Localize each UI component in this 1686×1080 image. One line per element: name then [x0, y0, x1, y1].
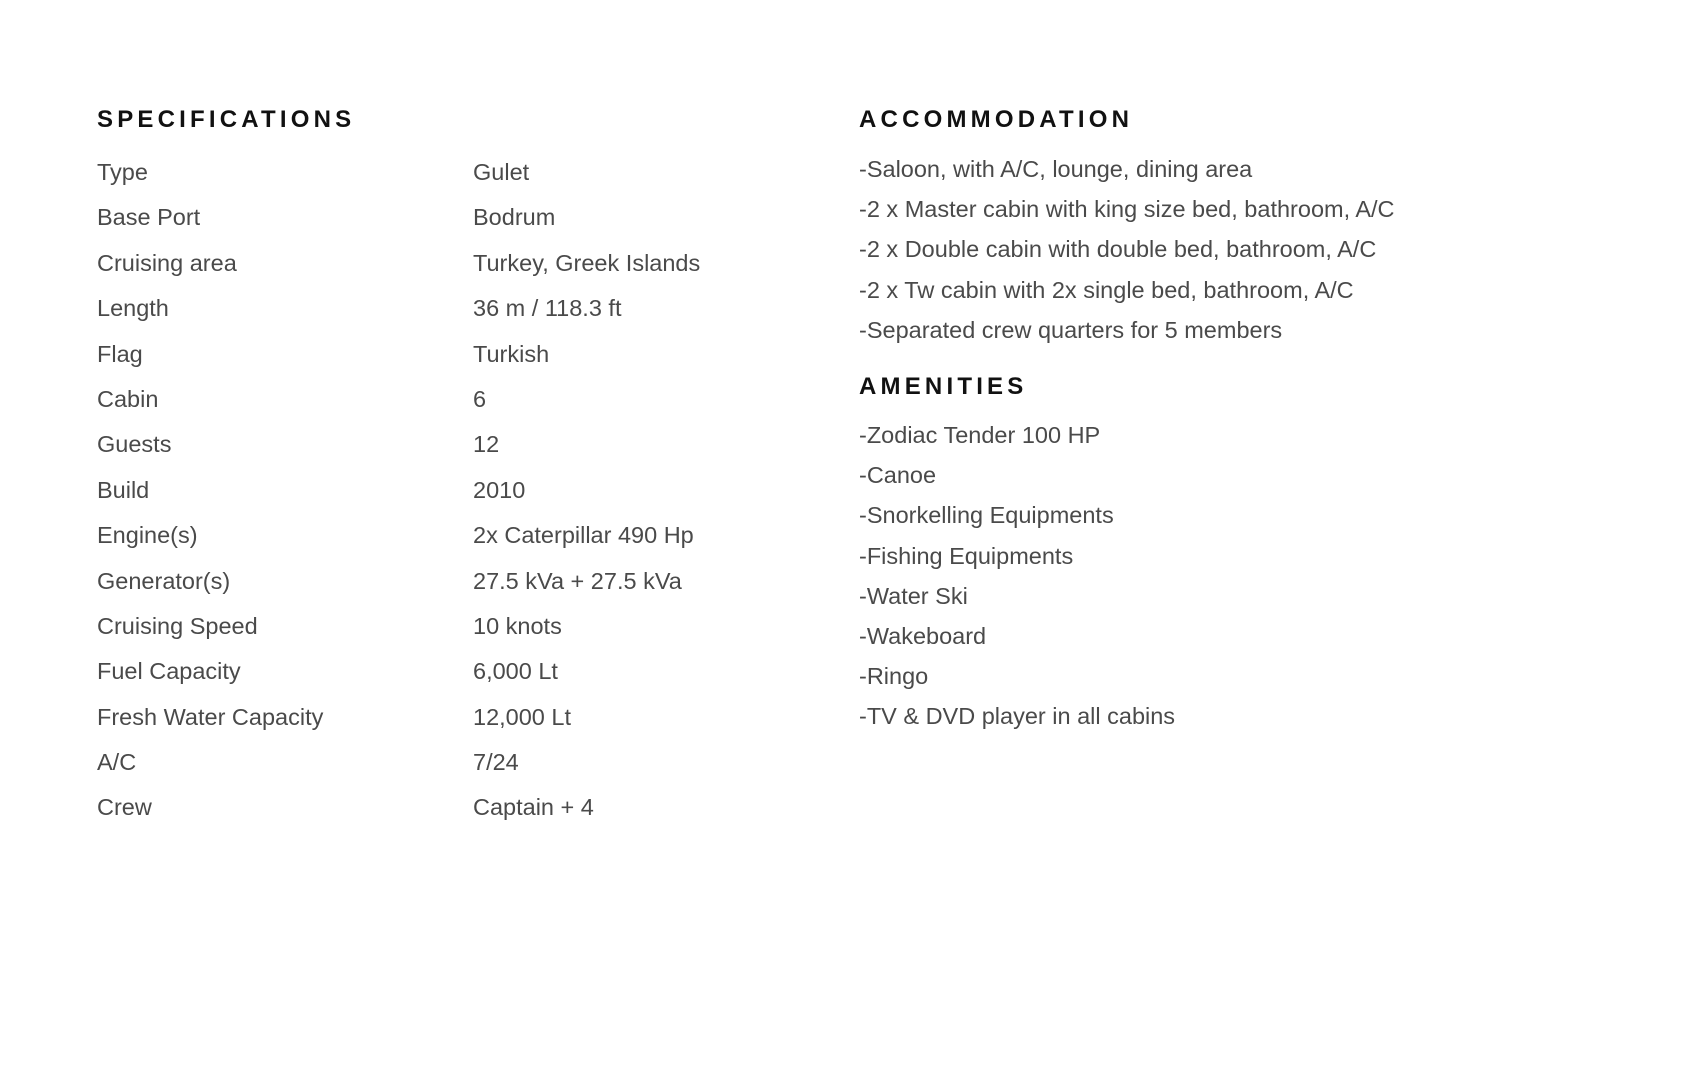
accommodation-amenities-column	[859, 104, 1619, 742]
spec-value: Turkey, Greek Islands	[473, 249, 701, 276]
spec-row-build	[97, 476, 757, 521]
spec-row-cabin	[97, 385, 757, 430]
spec-row-cruising-speed	[97, 612, 757, 657]
spec-row-flag	[97, 340, 757, 385]
spec-value: 36 m / 118.3 ft	[473, 295, 622, 322]
spec-value: 6	[473, 385, 487, 412]
spec-label: Fuel Capacity	[97, 658, 241, 685]
amenity-item: -Fishing Equipments	[859, 542, 1074, 569]
spec-label: Cruising area	[97, 249, 237, 276]
spec-value: 27.5 kVa + 27.5 kVa	[473, 567, 682, 594]
spec-row-engines	[97, 521, 757, 566]
spec-row-fuel-capacity	[97, 657, 757, 702]
spec-value: Gulet	[473, 159, 530, 185]
spec-label: Crew	[97, 794, 152, 821]
spec-row-fresh-water-capacity	[97, 703, 757, 748]
amenities-heading: AMENITIES	[859, 372, 1028, 400]
spec-value: 12,000 Lt	[473, 703, 572, 730]
spec-label: Base Port	[97, 204, 201, 231]
spec-label: Cruising Speed	[97, 612, 258, 639]
accommodation-list	[859, 155, 1619, 356]
accommodation-item: -Separated crew quarters for 5 members	[859, 316, 1283, 343]
spec-value: Turkish	[473, 340, 550, 367]
spec-label: Guests	[97, 431, 172, 458]
spec-row-generators	[97, 567, 757, 612]
amenity-item: -Canoe	[859, 462, 937, 489]
spec-row-base-port	[97, 203, 757, 248]
amenity-item: -Wakeboard	[859, 622, 987, 649]
spec-value: Bodrum	[473, 204, 556, 231]
spec-row-cruising-area	[97, 249, 757, 294]
accommodation-item: -2 x Tw cabin with 2x single bed, bathroom, A/C	[859, 276, 1354, 303]
spec-label: Engine(s)	[97, 522, 198, 549]
spec-row-guests	[97, 430, 757, 475]
amenity-item: -Ringo	[859, 663, 929, 690]
amenities-list	[859, 421, 1619, 743]
spec-value: 10 knots	[473, 612, 562, 639]
spec-value: 12	[473, 431, 500, 458]
specifications-section	[97, 104, 757, 839]
accommodation-heading: ACCOMMODATION	[859, 106, 1134, 133]
amenity-item: -Snorkelling Equipments	[859, 502, 1114, 529]
accommodation-item: -2 x Master cabin with king size bed, bathroom, A/C	[859, 196, 1395, 223]
amenity-item: -Zodiac Tender 100 HP	[859, 421, 1101, 448]
spec-label: Fresh Water Capacity	[97, 703, 324, 730]
spec-row-length	[97, 294, 757, 339]
accommodation-item: -2 x Double cabin with double bed, bathroom, A/C	[859, 236, 1377, 263]
spec-value: 6,000 Lt	[473, 658, 558, 685]
spec-label: Cabin	[97, 385, 159, 412]
specifications-table	[97, 158, 757, 839]
spec-label: Length	[97, 295, 169, 322]
amenity-item: -TV & DVD player in all cabins	[859, 703, 1176, 730]
amenity-item: -Water Ski	[859, 582, 968, 609]
spec-row-type	[97, 158, 757, 203]
spec-value: 2010	[473, 476, 526, 503]
spec-value: 7/24	[473, 749, 519, 776]
spec-row-ac	[97, 748, 757, 793]
spec-label: A/C	[97, 749, 137, 776]
spec-label: Generator(s)	[97, 567, 231, 594]
spec-value: Captain + 4	[473, 794, 594, 821]
accommodation-item: -Saloon, with A/C, lounge, dining area	[859, 156, 1253, 182]
spec-row-crew	[97, 793, 757, 838]
spec-label: Flag	[97, 340, 143, 367]
specifications-heading: SPECIFICATIONS	[97, 106, 356, 133]
spec-label: Type	[97, 159, 148, 185]
spec-label: Build	[97, 476, 150, 503]
spec-value: 2x Caterpillar 490 Hp	[473, 522, 694, 549]
